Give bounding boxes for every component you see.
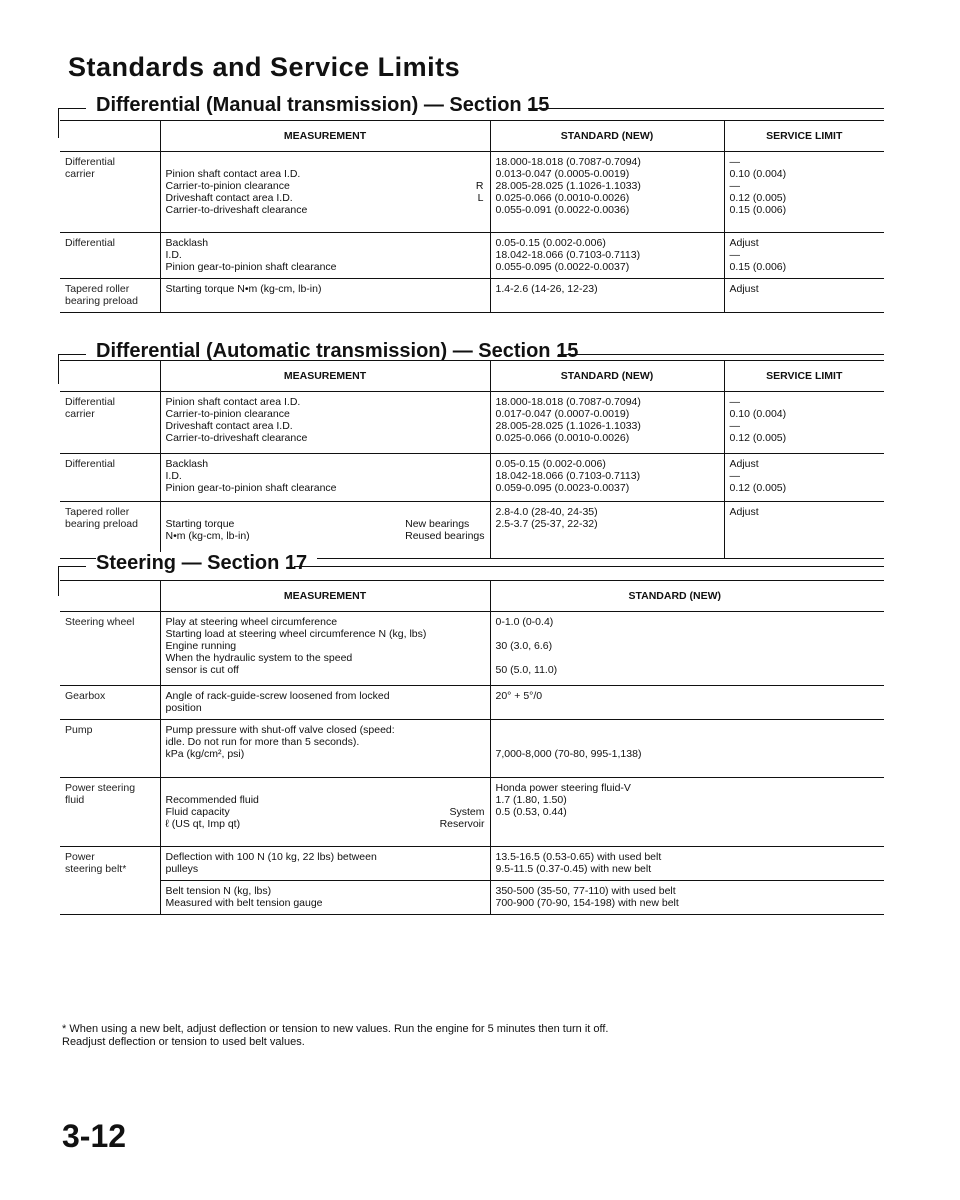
section-title-manual: Differential (Manual transmission) — Section 15 [96, 94, 559, 117]
row-standard: 350-500 (35-50, 77-110) with used belt 700-900 (70-90, 154-198) with new belt [490, 881, 884, 915]
steering-table [60, 580, 884, 915]
row-standard: 1.4-2.6 (14-26, 12-23) [490, 279, 724, 313]
table-row [60, 279, 884, 313]
footnote: * When using a new belt, adjust deflection or tension to new values. Run the engine for 5 minutes then turn it off. Readjust deflection or tension to used belt values. [62, 1023, 609, 1048]
header-measurement: MEASUREMENT [160, 361, 490, 392]
row-category: Pump [60, 720, 160, 778]
header-category [60, 121, 160, 152]
row-service-limit: — 0.10 (0.004) — 0.12 (0.005) 0.15 (0.006) [724, 152, 884, 233]
table-row [60, 392, 884, 454]
measurement-text: Starting torque N•m (kg-cm, lb-in) [165, 518, 250, 542]
page-number: 3-12 [62, 1118, 127, 1154]
row-measurement: Angle of rack-guide-screw loosened from locked position [160, 686, 490, 720]
row-standard: 0.05-0.15 (0.002-0.006) 18.042-18.066 (0.7103-0.7113) 0.055-0.095 (0.0022-0.0037) [490, 233, 724, 279]
row-service-limit: — 0.10 (0.004) — 0.12 (0.005) [724, 392, 884, 454]
row-measurement: Starting torque N•m (kg-cm, lb-in) [160, 279, 490, 313]
section-heading-steering [58, 550, 884, 584]
row-category: Power steering fluid [60, 778, 160, 847]
row-service-limit: Adjust — 0.12 (0.005) [724, 454, 884, 502]
row-measurement: Pinion shaft contact area I.D. Carrier-to-pinion clearance Driveshaft contact area I.D. Carrier-to-driveshaft clearance [160, 392, 490, 454]
header-service-limit: SERVICE LIMIT [724, 361, 884, 392]
row-measurement: Pump pressure with shut-off valve closed (speed: idle. Do not run for more than 5 seconds). kPa (kg/cm², psi) [160, 720, 490, 778]
table-row [60, 233, 884, 279]
manual-diff-table [60, 120, 884, 313]
row-category: Differential carrier [60, 392, 160, 454]
header-standard: STANDARD (NEW) [490, 361, 724, 392]
row-standard: 18.000-18.018 (0.7087-0.7094) 0.017-0.047 (0.0007-0.0019) 28.005-28.025 (1.1026-1.1033) 0.025-0.066 (0.0010-0.0026) [490, 392, 724, 454]
row-measurement: Play at steering wheel circumference Starting load at steering wheel circumference N (kg, lbs) Engine running When the hydraulic system to the speed sensor is cut off [160, 612, 490, 686]
row-category: Differential [60, 233, 160, 279]
row-category: Gearbox [60, 686, 160, 720]
header-measurement: MEASUREMENT [160, 581, 490, 612]
table-row [60, 152, 884, 233]
page-title: Standards and Service Limits [68, 52, 461, 82]
table-row [60, 612, 884, 686]
table-row [60, 847, 884, 881]
row-service-limit: Adjust [724, 279, 884, 313]
header-category [60, 581, 160, 612]
header-standard: STANDARD (NEW) [490, 121, 724, 152]
header-measurement: MEASUREMENT [160, 121, 490, 152]
header-standard: STANDARD (NEW) [490, 581, 884, 612]
table-header-row [60, 121, 884, 152]
section-title-steering: Steering — Section 17 [96, 552, 317, 575]
table-row [60, 720, 884, 778]
header-service-limit: SERVICE LIMIT [724, 121, 884, 152]
row-standard: 7,000-8,000 (70-80, 995-1,138) [490, 720, 884, 778]
row-category: Differential [60, 454, 160, 502]
row-measurement: Deflection with 100 N (10 kg, 22 lbs) between pulleys [160, 847, 490, 881]
row-standard: 18.000-18.018 (0.7087-0.7094) 0.013-0.047 (0.0005-0.0019) 28.005-28.025 (1.1026-1.1033) 0.025-0.066 (0.0010-0.0026) 0.055-0.091 (0.0022-0.0036) [490, 152, 724, 233]
row-standard: 0-1.0 (0-0.4) 30 (3.0, 6.6) 50 (5.0, 11.0) [490, 612, 884, 686]
row-measurement [160, 778, 490, 847]
automatic-diff-table [60, 360, 884, 559]
row-standard: 0.05-0.15 (0.002-0.006) 18.042-18.066 (0.7103-0.7113) 0.059-0.095 (0.0023-0.0037) [490, 454, 724, 502]
row-category [60, 881, 160, 915]
measurement-variant: New bearings Reused bearings [405, 518, 485, 542]
row-measurement [160, 152, 490, 233]
row-measurement: Belt tension N (kg, lbs) Measured with belt tension gauge [160, 881, 490, 915]
table-row [60, 686, 884, 720]
header-category [60, 361, 160, 392]
row-service-limit: Adjust — 0.15 (0.006) [724, 233, 884, 279]
row-measurement: Backlash I.D. Pinion gear-to-pinion shaft clearance [160, 233, 490, 279]
row-category: Tapered roller bearing preload [60, 279, 160, 313]
row-category: Differential carrier [60, 152, 160, 233]
row-category: Tapered roller bearing preload [60, 502, 160, 559]
row-standard: Honda power steering fluid-V 1.7 (1.80, 1.50) 0.5 (0.53, 0.44) [490, 778, 884, 847]
table-row [60, 778, 884, 847]
section-title-automatic: Differential (Automatic transmission) — Section 15 [96, 340, 588, 363]
table-header-row [60, 581, 884, 612]
row-measurement: Backlash I.D. Pinion gear-to-pinion shaft clearance [160, 454, 490, 502]
row-category: Power steering belt* [60, 847, 160, 881]
row-standard: 20° + 5°/0 [490, 686, 884, 720]
table-header-row [60, 361, 884, 392]
table-row [60, 881, 884, 915]
measurement-text: Pinion shaft contact area I.D. Carrier-to-pinion clearance Driveshaft contact area I.D. Carrier-to-driveshaft clearance [165, 168, 308, 216]
side-labels: R L [475, 180, 484, 204]
measurement-variant: System Reservoir [439, 806, 485, 830]
row-service-limit: Adjust [724, 502, 884, 559]
row-standard: 2.8-4.0 (28-40, 24-35) 2.5-3.7 (25-37, 22-32) [490, 502, 724, 559]
table-row [60, 454, 884, 502]
row-category: Steering wheel [60, 612, 160, 686]
row-standard: 13.5-16.5 (0.53-0.65) with used belt 9.5-11.5 (0.37-0.45) with new belt [490, 847, 884, 881]
measurement-text: Recommended fluid Fluid capacity ℓ (US qt, Imp qt) [165, 794, 259, 830]
